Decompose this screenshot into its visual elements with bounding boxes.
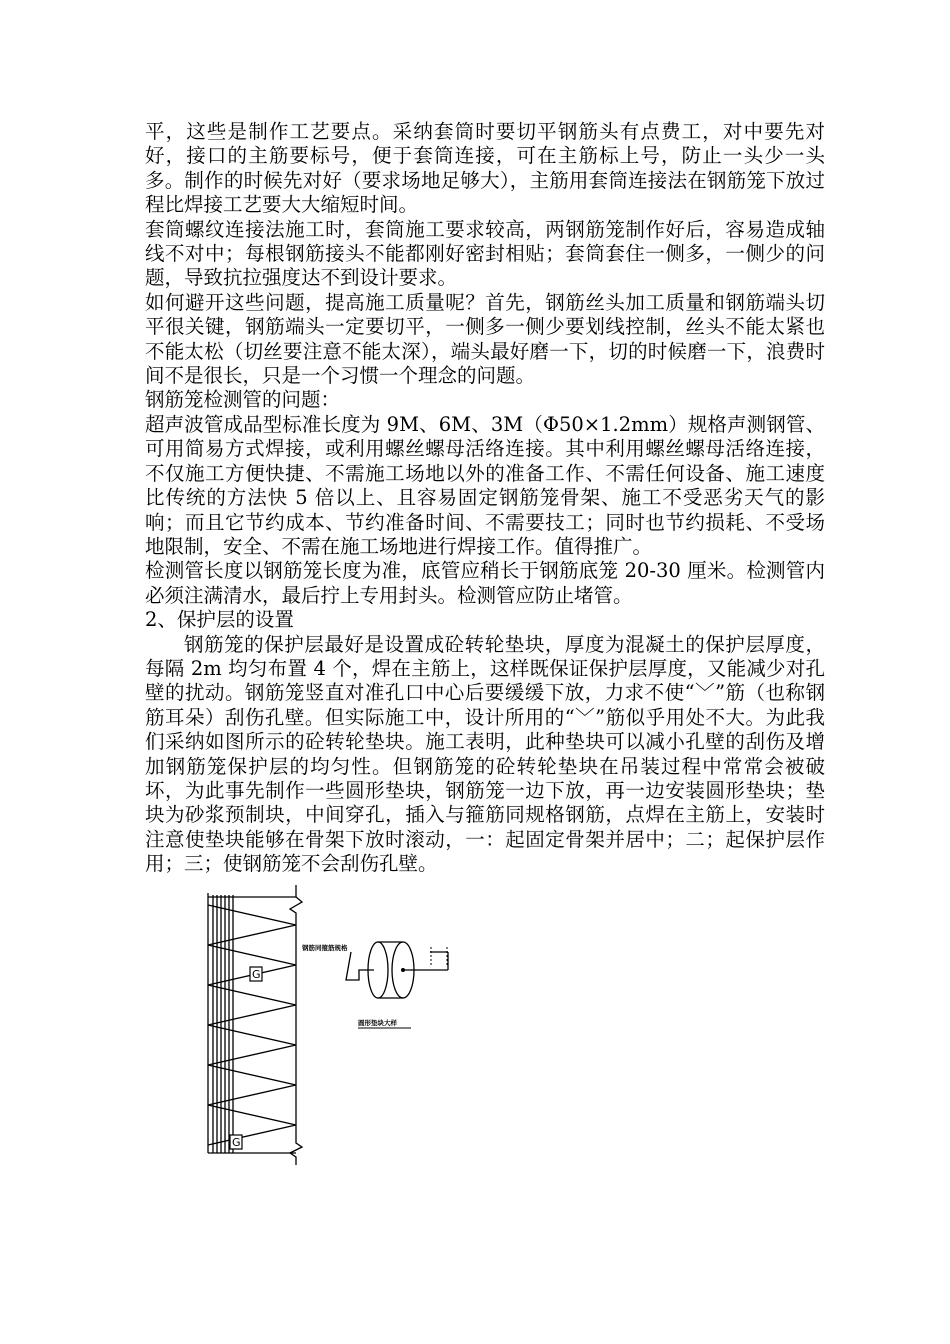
label-rebar: 钢筋同箍筋规格	[302, 944, 348, 952]
paragraph-5: 超声波管成品型标准长度为 9M、6M、3M（Φ50×1.2mm）规格声测钢管、可用简易方式焊接，或利用螺丝螺母活络连接。其中利用螺丝螺母活络连接，不仅施工方便快捷、不需施工场地以外的准备工作、不需任何设备、施工速度比传统的方法快 5 倍以上、且容易固定钢筋笼骨架、施工不受恶劣天气的影响；而且它节约成本、节约准备时间、不需要技工；同时也节约损耗、不受场地限制，安全、不需在施工场地进行焊接工作。值得推广。	[145, 412, 825, 558]
paragraph-1: 平，这些是制作工艺要点。采纳套筒时要切平钢筋头有点费工，对中要先对好，接口的主筋要标号，便于套筒连接，可在主筋标上号，防止一头少一头多。制作的时候先对好（要求场地足够大），主筋用套筒连接法在钢筋笼下放过程比焊接工艺要大大缩短时间。	[145, 120, 825, 217]
axle-hole	[401, 968, 405, 972]
section-heading: 2、保护层的设置	[145, 608, 294, 632]
body-text	[145, 120, 825, 877]
paragraph-3: 如何避开这些问题，提高施工质量呢？首先，钢筋丝头加工质量和钢筋端头切平很关键，钢筋端头一定要切平，一侧多一侧少要划线控制，丝头不能太紧也不能太松（切丝要注意不能太深），端头最好磨一下，切的时候磨一下，浪费时间不是很长，只是一个习惯一个理念的问题。	[145, 290, 825, 388]
figure-drawing	[196, 885, 496, 1165]
section-body: 钢筋笼的保护层最好是设置成砼转轮垫块，厚度为混凝土的保护层厚度，每隔 2m 均匀布置 4 个，焊在主筋上，这样既保证保护层厚度，又能减少对孔壁的扰动。钢筋笼竖直对准孔口中心后要缓缓下放，力求不使“﹀”筋（也称钢筋耳朵）刮伤孔壁。但实际施工中，设计所用的“﹀”筋似乎用处不大。为此我们采纳如图所示的砼转轮垫块。施工表明，此种垫块可以减小孔壁的刮伤及增加钢筋笼保护层的均匀性。但钢筋笼的砼转轮垫块在吊装过程中常常会被破坏，为此事先制作一些圆形垫块，钢筋笼一边下放，再一边安装圆形垫块；垫块为砂浆预制块，中间穿孔，插入与箍筋同规格钢筋，点焊在主筋上，安装时注意使垫块能够在骨架下放时滚动，一：起固定骨架并居中；二；起保护层作用；三；使钢筋笼不会刮伤孔壁。	[145, 632, 825, 876]
rebar-cage-spacer-figure	[196, 885, 496, 1165]
spacer-mark-upper: G	[252, 968, 261, 981]
paragraph-4: 钢筋笼检测管的问题：	[145, 388, 341, 412]
label-block: 圆形垫块大样	[358, 1019, 397, 1027]
paragraph-6: 检测管长度以钢筋笼长度为准，底管应稍长于钢筋底笼 20-30 厘米。检测管内必须注满清水，最后拧上专用封头。检测管应防止堵管。	[145, 559, 825, 607]
paragraph-2: 套筒螺纹连接法施工时，套筒施工要求较高，两钢筋笼制作好后，容易造成轴线不对中；每根钢筋接头不能都刚好密封相贴；套筒套住一侧多，一侧少的问题，导致抗拉强度达不到设计要求。	[145, 217, 825, 290]
spacer-mark-lower: G	[232, 1136, 241, 1149]
